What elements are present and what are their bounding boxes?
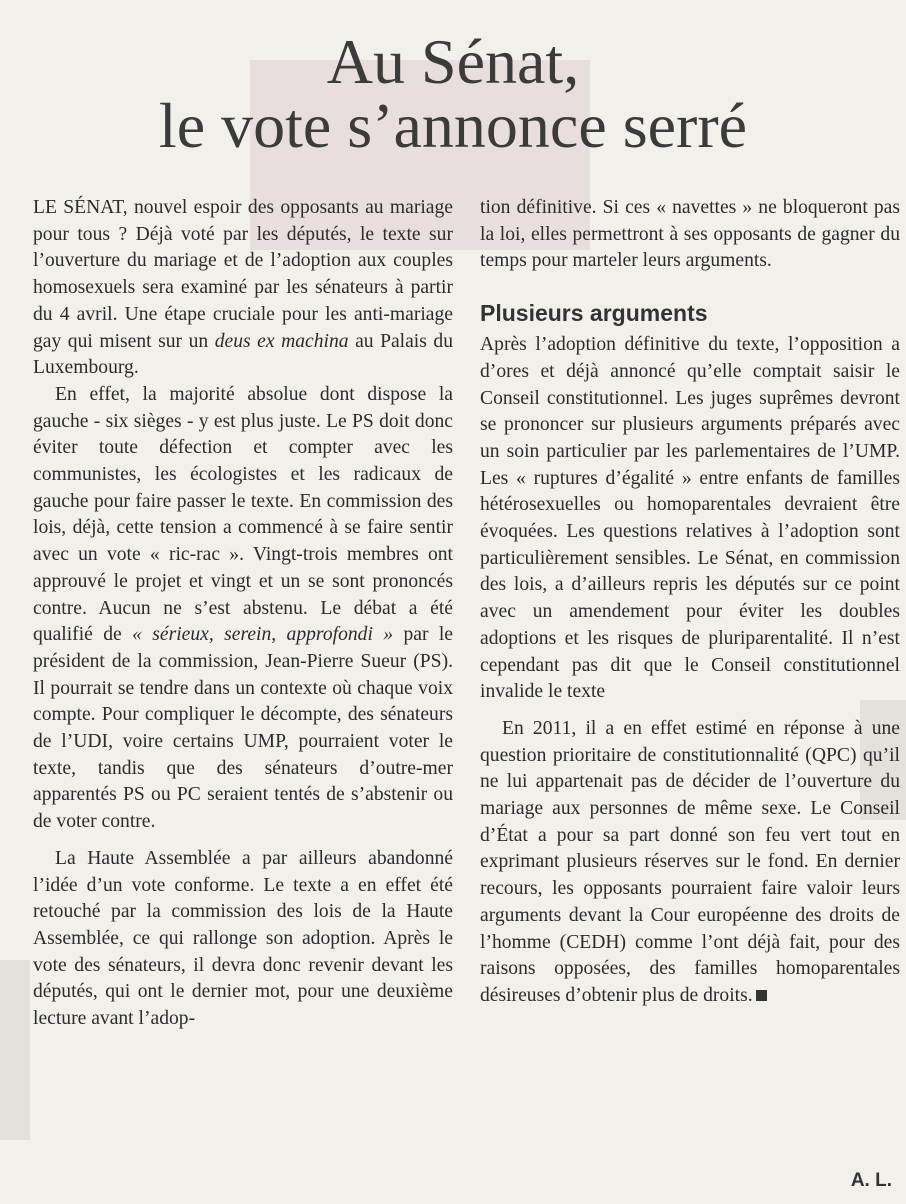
title-line-2: le vote s’annonce serré bbox=[158, 90, 748, 161]
show-through-shade bbox=[0, 960, 30, 1140]
paragraph-continuation: tion définitive. Si ces « navettes » ne bloqueront pas la loi, elles permettront à ses opposants de gagner du temps pour marteler leurs arguments. bbox=[480, 197, 900, 272]
article-column-2 bbox=[480, 195, 900, 1010]
title-line-1: Au Sénat, bbox=[326, 26, 580, 97]
paragraph: Après l’adoption définitive du texte, l’opposition a d’ores et déjà annoncé qu’elle comptait saisir le Conseil constitutionnel. Les juges suprêmes devront se prononcer sur plusieurs arguments préparés avec un soin particulier par les parlementaires de l’UMP. Les « ruptures d’égalité » entre enfants de familles hétérosexuelles ou homoparentales devraient être évoquées. Les questions relatives à l’adoption sont particulièrement sensibles. Le Sénat, en commission des lois, a d’ailleurs repris les députés sur ce point avec un amendement pour éviter les doubles adoptions et les risques de pluriparentalité. Il n’est cependant pas dit que le Conseil constitutionnel invalide le texte bbox=[480, 334, 900, 703]
paragraph: LE SÉNAT, nouvel espoir des opposants au mariage pour tous ? Déjà voté par les députés, le texte sur l’ouverture du mariage et de l’adoption aux couples homosexuels sera examiné par les sénateurs à partir du 4 avril. Une étape cruciale pour les anti-mariage gay qui misent sur un deus ex machina au Palais du Luxembourg. bbox=[33, 197, 453, 379]
subheading: Plusieurs arguments bbox=[480, 300, 708, 327]
author-initials: A. L. bbox=[850, 1170, 892, 1191]
paragraph: En 2011, il a en effet estimé en réponse à une question prioritaire de constitutionnalité (QPC) qu’il ne lui appartenait pas de décider de l’ouverture du mariage aux personnes de même sexe. Le Conseil d’État a pour sa part donné son feu vert tout en exprimant plusieurs réserves sur le fond. En dernier recours, les opposants pourraient faire valoir leurs arguments devant la Cour européenne des droits de l’homme (CEDH) comme l’ont déjà fait, pour des raisons opposées, des familles homoparentales désireuses d’obtenir plus de droits. bbox=[480, 717, 900, 1006]
paragraph: En effet, la majorité absolue dont dispose la gauche - six sièges - y est plus juste. Le PS doit donc éviter toute défection et compter avec les communistes, les écologistes et les radicaux de gauche pour faire passer le texte. En commission des lois, déjà, cette tension a commencé à se faire sentir avec un vote « ric-rac ». Vingt-trois membres ont approuvé le projet et vingt et un se sont prononcés contre. Aucun ne s’est abstenu. Le débat a été qualifié de « sérieux, serein, approfondi » par le président de la commission, Jean-Pierre Sueur (PS). Il pourrait se tendre dans un contexte où chaque voix compte. Pour compliquer le décompte, des sénateurs de l’UDI, voire certains UMP, pourraient voter le texte, tandis que des sénateurs d’outre-mer apparentés PS ou PC seraient tentés de s’abstenir ou de voter contre. bbox=[33, 383, 453, 833]
end-of-article-mark bbox=[756, 990, 767, 1001]
article-title bbox=[0, 26, 906, 161]
paragraph: La Haute Assemblée a par ailleurs abandonné l’idée d’un vote conforme. Le texte a en effet été retouché par la commission des lois de la Haute Assemblée, ce qui rallonge son adoption. Après le vote des sénateurs, il devra donc revenir devant les députés, qui ont le dernier mot, pour une deuxième lecture avant l’adop- bbox=[33, 847, 453, 1030]
article-column-1 bbox=[33, 195, 453, 1033]
